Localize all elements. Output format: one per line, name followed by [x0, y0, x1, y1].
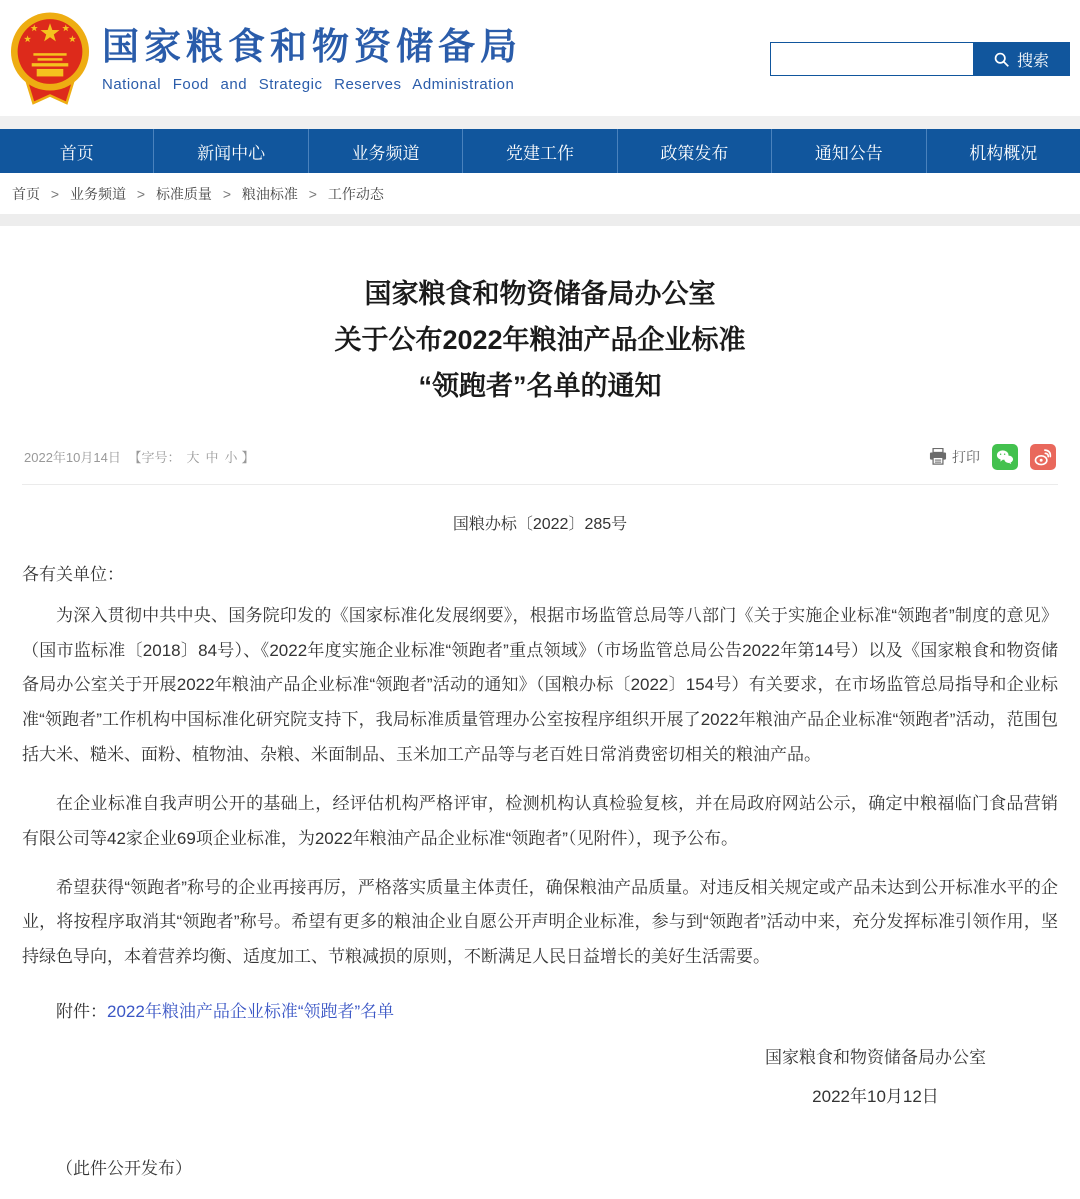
nav-item-org[interactable]: 机构概况 [969, 143, 1038, 163]
nav-item-home[interactable]: 首页 [0, 129, 154, 173]
breadcrumb-link-business[interactable]: 业务频道 [69, 186, 126, 202]
publish-date: 2022年10月14日 [24, 450, 121, 466]
search-bar [770, 42, 1070, 76]
fontsize-prefix: 【字号： [128, 450, 181, 466]
main-nav [0, 129, 1080, 173]
nav-item-news[interactable]: 新闻中心 [154, 129, 308, 173]
salutation: 各有关单位： [22, 564, 124, 584]
public-release-note: （此件公开发布） [56, 1159, 192, 1179]
breadcrumb-link-grainoil[interactable]: 粮油标准 [241, 186, 298, 202]
page-title-line-1: 国家粮食和物资储备局办公室 [364, 279, 716, 309]
fontsize-small-button[interactable]: 小 [224, 450, 238, 466]
body-paragraph-1: 为深入贯彻中共中央、国务院印发的《国家标准化发展纲要》，根据市场监管总局等八部门《关于实施企业标准“领跑者”制度的意见》（国市监标准〔2018〕84号）、《2022年度实施企业标准“领跑者”重点领域》（市场监管总局公告2022年第14号）以及《国家粮食和物资储备局办公室关于开展2022年粮油产品企业标准“领跑者”活动的通知》（国粮办标〔2022〕154号）有关要求，在市场监管总局指导和企业标准“领跑者”工作机构中国标准化研究院支持下，我局标准质量管理办公室按程序组织开展了2022年粮油产品企业标准“领跑者”活动，范围包括大米、糙米、面粉、植物油、杂粮、米面制品、玉米加工产品等与老百姓日常消费密切相关的粮油产品。 [22, 605, 1058, 765]
breadcrumb-current[interactable]: 工作动态 [327, 186, 384, 202]
print-button[interactable] [929, 447, 980, 467]
site-subtitle: National Food and Strategic Reserves Administration [102, 76, 515, 93]
breadcrumb-separator: > [222, 186, 232, 202]
signature-block [22, 1044, 1058, 1110]
weibo-share-button[interactable] [1030, 444, 1056, 470]
breadcrumb-separator: > [50, 186, 60, 202]
article-meta-row [22, 438, 1058, 485]
weibo-icon [1032, 446, 1054, 468]
page-title [22, 226, 1058, 410]
site-title: 国家粮食和物资储备局 [102, 26, 522, 67]
breadcrumb-link-home[interactable]: 首页 [12, 186, 40, 202]
article-meta-left [24, 447, 259, 466]
article-meta-right [929, 444, 1056, 470]
search-button[interactable] [973, 43, 1069, 75]
nav-item-policy[interactable]: 政策发布 [618, 129, 772, 173]
page-title-line-2: 关于公布2022年粮油产品企业标准 [334, 324, 746, 355]
fontsize-large-button[interactable]: 大 [186, 450, 200, 466]
attachment-label: 附件： [56, 1002, 107, 1022]
attachment-line [22, 997, 1058, 1022]
document-number: 国粮办标〔2022〕285号 [452, 515, 628, 533]
signature-unit: 国家粮食和物资储备局办公室 [765, 1048, 986, 1068]
header-divider-strip [0, 116, 1080, 129]
article [0, 226, 1080, 1199]
nav-item-party[interactable]: 党建工作 [463, 129, 617, 173]
nav-item-notices[interactable]: 通知公告 [772, 129, 926, 173]
fontsize-suffix: 】 [241, 450, 255, 466]
printer-icon [929, 448, 947, 465]
breadcrumb [0, 173, 1080, 214]
site-header [0, 0, 1080, 116]
attachment-link[interactable]: 2022年粮油产品企业标准“领跑者”名单 [107, 1002, 395, 1022]
breadcrumb-separator: > [308, 186, 317, 202]
body-paragraph-2: 在企业标准自我声明公开的基础上，经评估机构严格评审，检测机构认真检验复核，并在局政府网站公示，确定中粮福临门食品营销有限公司等42家企业69项企业标准，为2022年粮油产品企业标准“领跑者”（见附件），现予公布。 [22, 793, 1058, 848]
breadcrumb-separator: > [136, 186, 146, 202]
page-title-line-3: “领跑者”名单的通知 [418, 370, 662, 401]
signature-date: 2022年10月12日 [812, 1087, 939, 1107]
content-divider-band [0, 214, 1080, 226]
search-icon [993, 51, 1010, 68]
breadcrumb-link-standards[interactable]: 标准质量 [155, 186, 212, 202]
search-input[interactable] [771, 43, 973, 75]
body-paragraph-3: 希望获得“领跑者”称号的企业再接再厉，严格落实质量主体责任，确保粮油产品质量。对违反相关规定或产品未达到公开标准水平的企业，将按程序取消其“领跑者”称号。希望有更多的粮油企业自愿公开声明企业标准，参与到“领跑者”活动中来，充分发挥标准引领作用，坚持绿色导向，本着营养均衡、适度加工、节粮减损的原则，不断满足人民日益增长的美好生活需要。 [22, 877, 1058, 967]
national-emblem-logo [8, 10, 92, 108]
nav-item-business[interactable]: 业务频道 [309, 129, 463, 173]
wechat-icon [994, 446, 1016, 468]
site-titles [102, 16, 522, 93]
fontsize-medium-button[interactable]: 中 [205, 450, 219, 466]
print-label: 打印 [952, 448, 980, 465]
search-button-label: 搜索 [1016, 52, 1049, 70]
wechat-share-button[interactable] [992, 444, 1018, 470]
